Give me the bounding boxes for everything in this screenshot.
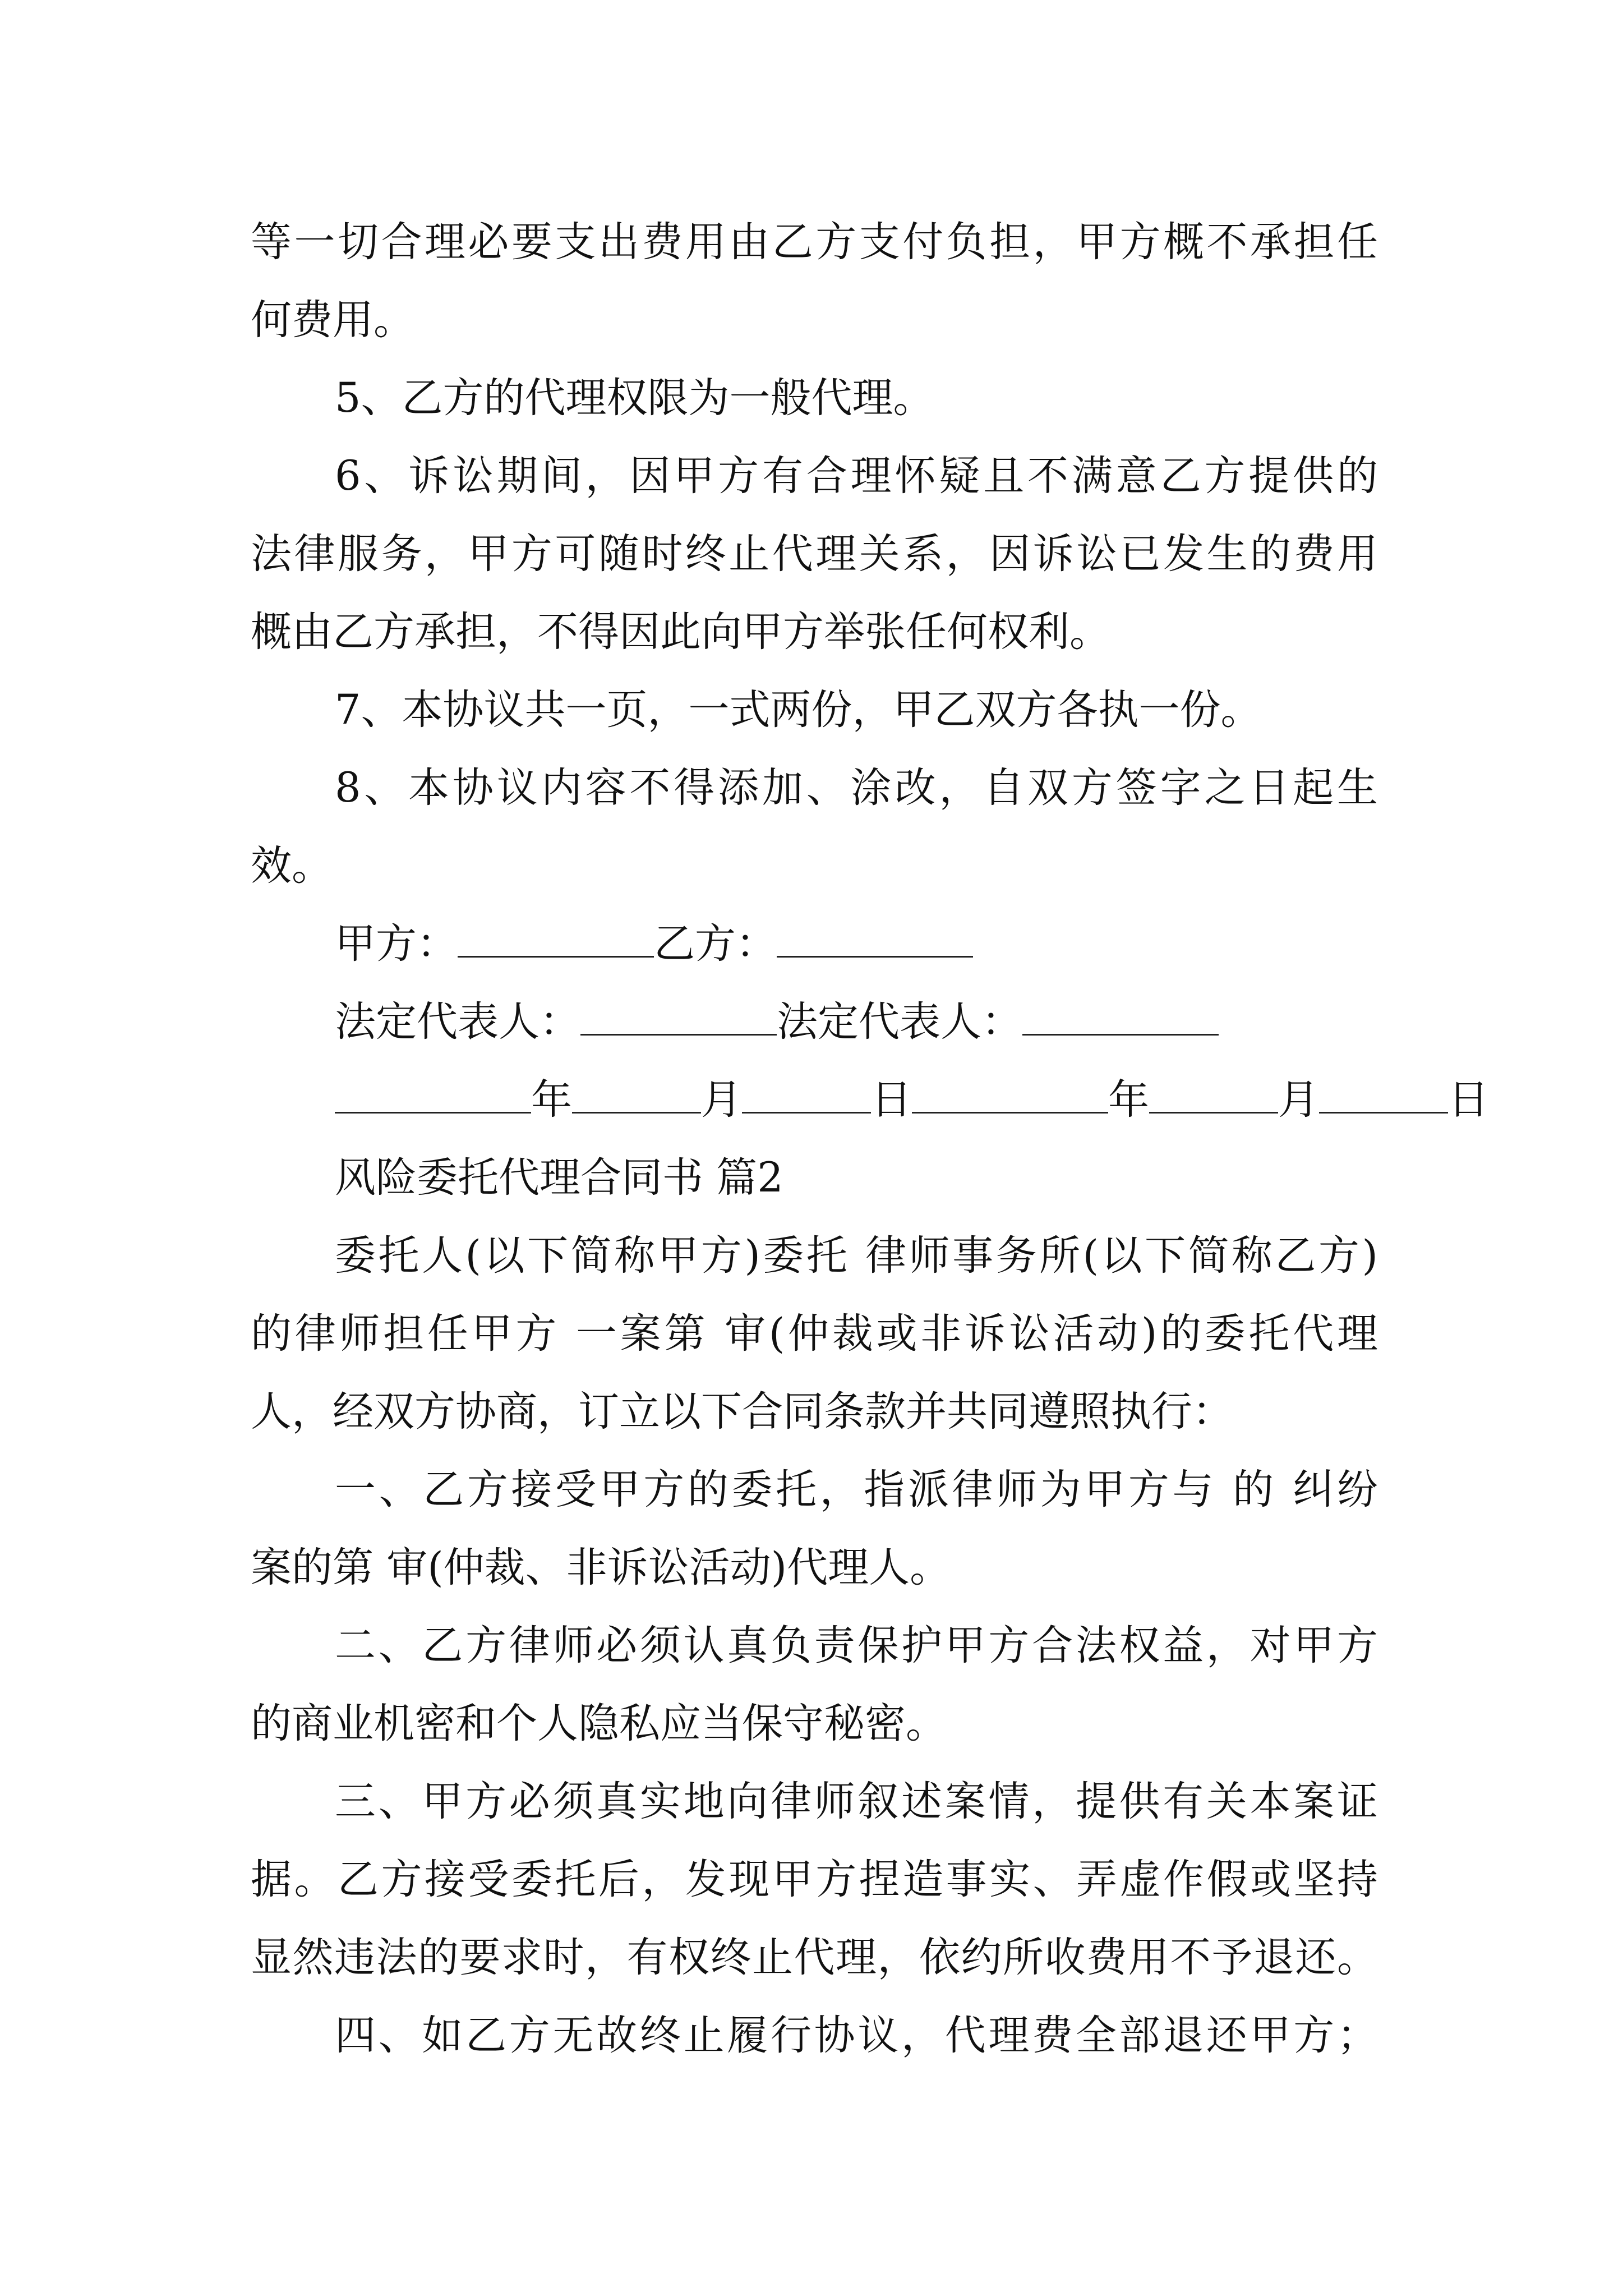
paragraph-line: 显然违法的要求时，有权终止代理，依约所收费用不予退还。 xyxy=(251,1934,1378,1981)
clause-two: 二、乙方律师必须认真负责保护甲方合法权益，对甲方 xyxy=(335,1622,1378,1669)
clause-four: 四、如乙方无故终止履行协议，代理费全部退还甲方； xyxy=(335,2012,1378,2059)
year-blank-a xyxy=(335,1075,531,1114)
rep-a-label: 法定代表人： xyxy=(335,998,580,1046)
party-b-label: 乙方： xyxy=(654,920,777,968)
clause-5: 5、乙方的代理权限为一般代理。 xyxy=(335,374,934,422)
paragraph-line: 效。 xyxy=(251,842,333,890)
signature-date-line xyxy=(251,1061,1489,1139)
paragraph-line: 法律服务，甲方可随时终止代理关系，因诉讼已发生的费用 xyxy=(251,530,1378,578)
rep-b-label: 法定代表人： xyxy=(777,998,1022,1046)
paragraph-line: 何费用。 xyxy=(251,296,414,344)
year-label: 年 xyxy=(1108,1076,1149,1124)
year-blank-b xyxy=(912,1075,1108,1114)
month-blank-b xyxy=(1149,1075,1278,1114)
paragraph-line: 的商业机密和个人隐私应当保守秘密。 xyxy=(251,1700,947,1747)
paragraph-line: 的律师担任甲方 一案第 审(仲裁或非诉讼活动)的委托代理 xyxy=(251,1310,1378,1358)
party-b-blank xyxy=(777,919,973,958)
section-heading: 风险委托代理合同书 篇2 xyxy=(335,1154,783,1202)
paragraph-line: 等一切合理必要支出费用由乙方支付负担，甲方概不承担任 xyxy=(251,218,1378,266)
year-label: 年 xyxy=(531,1076,572,1124)
party-a-blank xyxy=(458,919,654,958)
day-blank-a xyxy=(742,1075,871,1114)
signature-representatives-line xyxy=(251,983,1378,1061)
clause-three: 三、甲方必须真实地向律师叙述案情，提供有关本案证 xyxy=(335,1778,1378,1825)
day-blank-b xyxy=(1319,1075,1448,1114)
rep-a-blank xyxy=(580,997,777,1036)
paragraph-line: 委托人(以下简称甲方)委托 律师事务所(以下简称乙方) xyxy=(335,1232,1378,1280)
month-label: 月 xyxy=(701,1076,742,1124)
party-a-label: 甲方： xyxy=(335,920,458,968)
day-label: 日 xyxy=(1448,1076,1489,1124)
clause-7: 7、本协议共一页，一式两份，甲乙双方各执一份。 xyxy=(335,686,1262,734)
paragraph-line: 案的第 审(仲裁、非诉讼活动)代理人。 xyxy=(251,1544,951,1591)
paragraph-line: 概由乙方承担，不得因此向甲方举张任何权利。 xyxy=(251,608,1110,656)
signature-parties-line xyxy=(251,905,1378,983)
clause-one: 一、乙方接受甲方的委托，指派律师为甲方与 的 纠纷 xyxy=(335,1466,1378,1513)
clause-8: 8、本协议内容不得添加、涂改，自双方签字之日起生 xyxy=(335,764,1378,812)
clause-6: 6、诉讼期间，因甲方有合理怀疑且不满意乙方提供的 xyxy=(335,452,1378,500)
rep-b-blank xyxy=(1022,997,1219,1036)
paragraph-line: 据。乙方接受委托后，发现甲方捏造事实、弄虚作假或坚持 xyxy=(251,1856,1378,1903)
day-label: 日 xyxy=(871,1076,912,1124)
document-body xyxy=(251,203,1489,2074)
month-blank-a xyxy=(572,1075,701,1114)
month-label: 月 xyxy=(1278,1076,1319,1124)
paragraph-line: 人，经双方协商，订立以下合同条款并共同遵照执行： xyxy=(251,1388,1233,1435)
